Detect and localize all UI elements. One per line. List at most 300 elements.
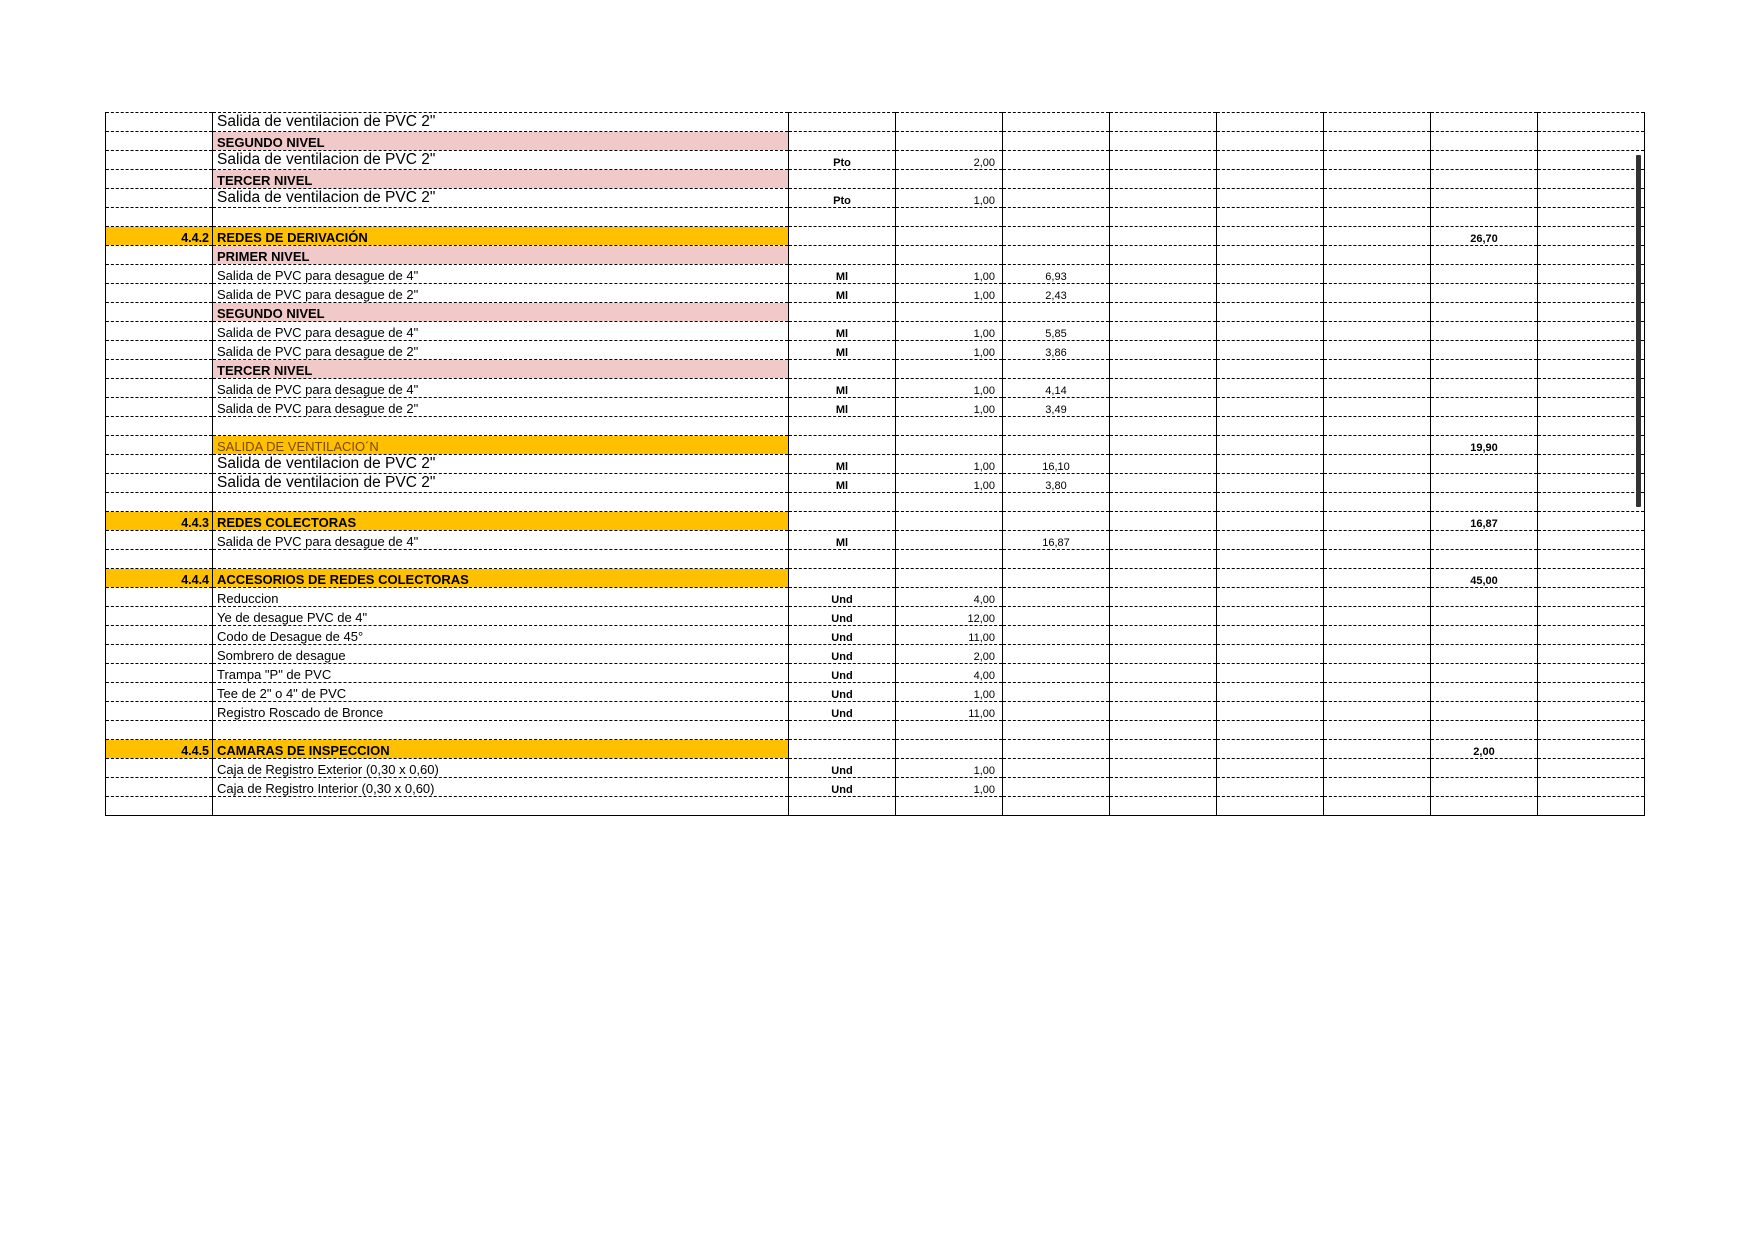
description-cell[interactable]: Caja de Registro Exterior (0,30 x 0,60) <box>213 759 789 778</box>
empty-cell[interactable] <box>1324 436 1431 455</box>
length-cell[interactable] <box>1003 778 1110 797</box>
length-cell[interactable] <box>1003 189 1110 208</box>
quantity-cell[interactable]: 1,00 <box>896 322 1003 341</box>
empty-cell[interactable] <box>1538 664 1645 683</box>
empty-cell[interactable] <box>1217 683 1324 702</box>
empty-cell[interactable] <box>1217 607 1324 626</box>
description-cell[interactable] <box>213 208 789 227</box>
unit-cell[interactable] <box>789 246 896 265</box>
quantity-cell[interactable]: 1,00 <box>896 189 1003 208</box>
unit-cell[interactable] <box>789 303 896 322</box>
empty-cell[interactable] <box>1538 683 1645 702</box>
item-code-cell[interactable] <box>106 322 213 341</box>
empty-cell[interactable] <box>1324 417 1431 436</box>
description-cell[interactable]: Salida de PVC para desague de 4" <box>213 322 789 341</box>
empty-cell[interactable] <box>1217 379 1324 398</box>
total-cell[interactable] <box>1431 759 1538 778</box>
empty-cell[interactable] <box>1217 797 1324 816</box>
length-cell[interactable] <box>1003 588 1110 607</box>
description-cell[interactable] <box>213 417 789 436</box>
quantity-cell[interactable] <box>896 170 1003 189</box>
item-code-cell[interactable] <box>106 189 213 208</box>
total-cell[interactable] <box>1431 664 1538 683</box>
item-code-cell[interactable] <box>106 113 213 132</box>
empty-cell[interactable] <box>1538 417 1645 436</box>
empty-cell[interactable] <box>1538 740 1645 759</box>
description-cell[interactable]: TERCER NIVEL <box>213 170 789 189</box>
empty-cell[interactable] <box>1217 645 1324 664</box>
empty-cell[interactable] <box>1110 607 1217 626</box>
empty-cell[interactable] <box>1110 189 1217 208</box>
total-cell[interactable]: 19,90 <box>1431 436 1538 455</box>
quantity-cell[interactable] <box>896 417 1003 436</box>
item-code-cell[interactable] <box>106 588 213 607</box>
empty-cell[interactable] <box>1110 550 1217 569</box>
empty-cell[interactable] <box>1324 626 1431 645</box>
unit-cell[interactable]: Pto <box>789 151 896 170</box>
unit-cell[interactable]: Ml <box>789 341 896 360</box>
empty-cell[interactable] <box>1538 645 1645 664</box>
total-cell[interactable]: 26,70 <box>1431 227 1538 246</box>
item-code-cell[interactable] <box>106 246 213 265</box>
quantity-cell[interactable]: 2,00 <box>896 645 1003 664</box>
quantity-cell[interactable]: 11,00 <box>896 702 1003 721</box>
empty-cell[interactable] <box>1324 493 1431 512</box>
unit-cell[interactable]: Ml <box>789 455 896 474</box>
empty-cell[interactable] <box>1324 588 1431 607</box>
unit-cell[interactable]: Und <box>789 607 896 626</box>
unit-cell[interactable] <box>789 436 896 455</box>
length-cell[interactable] <box>1003 683 1110 702</box>
length-cell[interactable]: 3,80 <box>1003 474 1110 493</box>
quantity-cell[interactable] <box>896 721 1003 740</box>
item-code-cell[interactable] <box>106 759 213 778</box>
quantity-cell[interactable] <box>896 797 1003 816</box>
description-cell[interactable]: TERCER NIVEL <box>213 360 789 379</box>
empty-cell[interactable] <box>1217 322 1324 341</box>
item-code-cell[interactable] <box>106 398 213 417</box>
description-cell[interactable]: Sombrero de desague <box>213 645 789 664</box>
unit-cell[interactable] <box>789 132 896 151</box>
unit-cell[interactable]: Ml <box>789 398 896 417</box>
item-code-cell[interactable] <box>106 170 213 189</box>
empty-cell[interactable] <box>1324 474 1431 493</box>
empty-cell[interactable] <box>1217 360 1324 379</box>
unit-cell[interactable]: Und <box>789 683 896 702</box>
empty-cell[interactable] <box>1217 132 1324 151</box>
item-code-cell[interactable] <box>106 265 213 284</box>
length-cell[interactable] <box>1003 436 1110 455</box>
empty-cell[interactable] <box>1538 189 1645 208</box>
length-cell[interactable] <box>1003 664 1110 683</box>
quantity-cell[interactable] <box>896 512 1003 531</box>
empty-cell[interactable] <box>1217 246 1324 265</box>
quantity-cell[interactable] <box>896 132 1003 151</box>
description-cell[interactable]: Salida de PVC para desague de 4" <box>213 265 789 284</box>
empty-cell[interactable] <box>1324 702 1431 721</box>
empty-cell[interactable] <box>1324 531 1431 550</box>
empty-cell[interactable] <box>1110 645 1217 664</box>
empty-cell[interactable] <box>1110 436 1217 455</box>
description-cell[interactable]: Salida de PVC para desague de 4" <box>213 531 789 550</box>
unit-cell[interactable] <box>789 360 896 379</box>
empty-cell[interactable] <box>1217 512 1324 531</box>
total-cell[interactable] <box>1431 398 1538 417</box>
quantity-cell[interactable]: 12,00 <box>896 607 1003 626</box>
description-cell[interactable]: Salida de ventilacion de PVC 2" <box>213 113 789 132</box>
length-cell[interactable]: 16,10 <box>1003 455 1110 474</box>
empty-cell[interactable] <box>1110 740 1217 759</box>
empty-cell[interactable] <box>1538 322 1645 341</box>
description-cell[interactable]: PRIMER NIVEL <box>213 246 789 265</box>
total-cell[interactable] <box>1431 531 1538 550</box>
description-cell[interactable]: REDES DE DERIVACIÓN <box>213 227 789 246</box>
empty-cell[interactable] <box>1217 626 1324 645</box>
empty-cell[interactable] <box>1538 759 1645 778</box>
length-cell[interactable]: 2,43 <box>1003 284 1110 303</box>
length-cell[interactable]: 16,87 <box>1003 531 1110 550</box>
empty-cell[interactable] <box>1324 550 1431 569</box>
length-cell[interactable] <box>1003 797 1110 816</box>
length-cell[interactable] <box>1003 645 1110 664</box>
description-cell[interactable]: Ye de desague PVC de 4" <box>213 607 789 626</box>
description-cell[interactable]: Salida de PVC para desague de 2" <box>213 284 789 303</box>
description-cell[interactable]: Salida de ventilacion de PVC 2" <box>213 189 789 208</box>
empty-cell[interactable] <box>1538 626 1645 645</box>
description-cell[interactable]: Salida de PVC para desague de 4" <box>213 379 789 398</box>
quantity-cell[interactable]: 1,00 <box>896 455 1003 474</box>
empty-cell[interactable] <box>1538 721 1645 740</box>
length-cell[interactable]: 6,93 <box>1003 265 1110 284</box>
total-cell[interactable] <box>1431 322 1538 341</box>
quantity-cell[interactable] <box>896 740 1003 759</box>
empty-cell[interactable] <box>1110 322 1217 341</box>
item-code-cell[interactable] <box>106 721 213 740</box>
empty-cell[interactable] <box>1110 132 1217 151</box>
length-cell[interactable] <box>1003 702 1110 721</box>
empty-cell[interactable] <box>1217 778 1324 797</box>
unit-cell[interactable] <box>789 550 896 569</box>
empty-cell[interactable] <box>1110 588 1217 607</box>
empty-cell[interactable] <box>1110 683 1217 702</box>
total-cell[interactable] <box>1431 588 1538 607</box>
length-cell[interactable]: 3,86 <box>1003 341 1110 360</box>
empty-cell[interactable] <box>1110 151 1217 170</box>
description-cell[interactable]: Salida de ventilacion de PVC 2" <box>213 455 789 474</box>
description-cell[interactable]: Salida de ventilacion de PVC 2" <box>213 151 789 170</box>
description-cell[interactable]: SALIDA DE VENTILACIO´N <box>213 436 789 455</box>
description-cell[interactable] <box>213 721 789 740</box>
item-code-cell[interactable]: 4.4.2 <box>106 227 213 246</box>
quantity-cell[interactable]: 2,00 <box>896 151 1003 170</box>
empty-cell[interactable] <box>1217 531 1324 550</box>
empty-cell[interactable] <box>1538 778 1645 797</box>
empty-cell[interactable] <box>1217 398 1324 417</box>
empty-cell[interactable] <box>1538 303 1645 322</box>
empty-cell[interactable] <box>1324 683 1431 702</box>
empty-cell[interactable] <box>1217 208 1324 227</box>
description-cell[interactable]: ACCESORIOS DE REDES COLECTORAS <box>213 569 789 588</box>
empty-cell[interactable] <box>1217 702 1324 721</box>
empty-cell[interactable] <box>1110 759 1217 778</box>
empty-cell[interactable] <box>1217 417 1324 436</box>
total-cell[interactable] <box>1431 455 1538 474</box>
empty-cell[interactable] <box>1538 474 1645 493</box>
quantity-cell[interactable] <box>896 436 1003 455</box>
empty-cell[interactable] <box>1110 569 1217 588</box>
quantity-cell[interactable]: 4,00 <box>896 664 1003 683</box>
total-cell[interactable] <box>1431 493 1538 512</box>
length-cell[interactable] <box>1003 227 1110 246</box>
empty-cell[interactable] <box>1110 113 1217 132</box>
length-cell[interactable] <box>1003 626 1110 645</box>
empty-cell[interactable] <box>1324 360 1431 379</box>
empty-cell[interactable] <box>1324 341 1431 360</box>
empty-cell[interactable] <box>1217 759 1324 778</box>
empty-cell[interactable] <box>1110 512 1217 531</box>
empty-cell[interactable] <box>1538 341 1645 360</box>
empty-cell[interactable] <box>1324 797 1431 816</box>
total-cell[interactable] <box>1431 208 1538 227</box>
total-cell[interactable] <box>1431 151 1538 170</box>
empty-cell[interactable] <box>1324 113 1431 132</box>
length-cell[interactable] <box>1003 550 1110 569</box>
empty-cell[interactable] <box>1538 246 1645 265</box>
quantity-cell[interactable] <box>896 208 1003 227</box>
unit-cell[interactable]: Und <box>789 702 896 721</box>
total-cell[interactable] <box>1431 645 1538 664</box>
unit-cell[interactable] <box>789 417 896 436</box>
total-cell[interactable] <box>1431 265 1538 284</box>
unit-cell[interactable] <box>789 569 896 588</box>
length-cell[interactable] <box>1003 607 1110 626</box>
empty-cell[interactable] <box>1110 721 1217 740</box>
unit-cell[interactable] <box>789 113 896 132</box>
empty-cell[interactable] <box>1538 512 1645 531</box>
item-code-cell[interactable] <box>106 341 213 360</box>
length-cell[interactable] <box>1003 740 1110 759</box>
empty-cell[interactable] <box>1324 170 1431 189</box>
unit-cell[interactable]: Und <box>789 588 896 607</box>
unit-cell[interactable]: Ml <box>789 284 896 303</box>
item-code-cell[interactable]: 4.4.3 <box>106 512 213 531</box>
total-cell[interactable] <box>1431 113 1538 132</box>
empty-cell[interactable] <box>1110 531 1217 550</box>
length-cell[interactable] <box>1003 132 1110 151</box>
quantity-cell[interactable]: 1,00 <box>896 778 1003 797</box>
total-cell[interactable] <box>1431 284 1538 303</box>
empty-cell[interactable] <box>1538 493 1645 512</box>
unit-cell[interactable]: Und <box>789 664 896 683</box>
description-cell[interactable]: Reduccion <box>213 588 789 607</box>
unit-cell[interactable]: Und <box>789 778 896 797</box>
total-cell[interactable]: 45,00 <box>1431 569 1538 588</box>
quantity-cell[interactable]: 1,00 <box>896 379 1003 398</box>
item-code-cell[interactable] <box>106 455 213 474</box>
unit-cell[interactable] <box>789 721 896 740</box>
empty-cell[interactable] <box>1324 265 1431 284</box>
item-code-cell[interactable] <box>106 284 213 303</box>
item-code-cell[interactable] <box>106 664 213 683</box>
empty-cell[interactable] <box>1110 170 1217 189</box>
quantity-cell[interactable] <box>896 227 1003 246</box>
description-cell[interactable]: Salida de PVC para desague de 2" <box>213 398 789 417</box>
description-cell[interactable]: Salida de ventilacion de PVC 2" <box>213 474 789 493</box>
empty-cell[interactable] <box>1538 569 1645 588</box>
item-code-cell[interactable] <box>106 550 213 569</box>
item-code-cell[interactable] <box>106 436 213 455</box>
empty-cell[interactable] <box>1110 379 1217 398</box>
quantity-cell[interactable]: 1,00 <box>896 683 1003 702</box>
item-code-cell[interactable] <box>106 417 213 436</box>
description-cell[interactable]: SEGUNDO NIVEL <box>213 132 789 151</box>
description-cell[interactable]: Salida de PVC para desague de 2" <box>213 341 789 360</box>
item-code-cell[interactable] <box>106 702 213 721</box>
empty-cell[interactable] <box>1324 284 1431 303</box>
empty-cell[interactable] <box>1110 341 1217 360</box>
empty-cell[interactable] <box>1110 493 1217 512</box>
length-cell[interactable] <box>1003 360 1110 379</box>
quantity-cell[interactable] <box>896 246 1003 265</box>
empty-cell[interactable] <box>1324 569 1431 588</box>
unit-cell[interactable] <box>789 740 896 759</box>
empty-cell[interactable] <box>1538 531 1645 550</box>
length-cell[interactable] <box>1003 759 1110 778</box>
empty-cell[interactable] <box>1324 227 1431 246</box>
length-cell[interactable] <box>1003 208 1110 227</box>
empty-cell[interactable] <box>1217 284 1324 303</box>
total-cell[interactable] <box>1431 550 1538 569</box>
empty-cell[interactable] <box>1538 550 1645 569</box>
empty-cell[interactable] <box>1324 132 1431 151</box>
empty-cell[interactable] <box>1217 189 1324 208</box>
item-code-cell[interactable] <box>106 778 213 797</box>
length-cell[interactable] <box>1003 493 1110 512</box>
total-cell[interactable] <box>1431 626 1538 645</box>
length-cell[interactable] <box>1003 417 1110 436</box>
empty-cell[interactable] <box>1110 208 1217 227</box>
empty-cell[interactable] <box>1217 474 1324 493</box>
empty-cell[interactable] <box>1217 721 1324 740</box>
empty-cell[interactable] <box>1324 455 1431 474</box>
empty-cell[interactable] <box>1110 455 1217 474</box>
length-cell[interactable] <box>1003 512 1110 531</box>
total-cell[interactable] <box>1431 246 1538 265</box>
total-cell[interactable] <box>1431 702 1538 721</box>
length-cell[interactable]: 5,85 <box>1003 322 1110 341</box>
total-cell[interactable]: 2,00 <box>1431 740 1538 759</box>
empty-cell[interactable] <box>1110 702 1217 721</box>
length-cell[interactable] <box>1003 721 1110 740</box>
empty-cell[interactable] <box>1110 284 1217 303</box>
description-cell[interactable] <box>213 797 789 816</box>
description-cell[interactable]: REDES COLECTORAS <box>213 512 789 531</box>
length-cell[interactable]: 4,14 <box>1003 379 1110 398</box>
empty-cell[interactable] <box>1324 778 1431 797</box>
item-code-cell[interactable] <box>106 132 213 151</box>
item-code-cell[interactable] <box>106 474 213 493</box>
unit-cell[interactable]: Und <box>789 626 896 645</box>
unit-cell[interactable]: Ml <box>789 474 896 493</box>
empty-cell[interactable] <box>1217 303 1324 322</box>
length-cell[interactable] <box>1003 170 1110 189</box>
description-cell[interactable]: Caja de Registro Interior (0,30 x 0,60) <box>213 778 789 797</box>
unit-cell[interactable] <box>789 797 896 816</box>
item-code-cell[interactable] <box>106 360 213 379</box>
total-cell[interactable]: 16,87 <box>1431 512 1538 531</box>
quantity-cell[interactable]: 1,00 <box>896 398 1003 417</box>
empty-cell[interactable] <box>1324 189 1431 208</box>
length-cell[interactable]: 3,49 <box>1003 398 1110 417</box>
empty-cell[interactable] <box>1538 360 1645 379</box>
unit-cell[interactable] <box>789 227 896 246</box>
empty-cell[interactable] <box>1110 246 1217 265</box>
quantity-cell[interactable]: 1,00 <box>896 474 1003 493</box>
empty-cell[interactable] <box>1110 265 1217 284</box>
description-cell[interactable]: CAMARAS DE INSPECCION <box>213 740 789 759</box>
unit-cell[interactable] <box>789 512 896 531</box>
empty-cell[interactable] <box>1217 170 1324 189</box>
empty-cell[interactable] <box>1217 227 1324 246</box>
empty-cell[interactable] <box>1217 550 1324 569</box>
item-code-cell[interactable] <box>106 607 213 626</box>
unit-cell[interactable]: Ml <box>789 379 896 398</box>
unit-cell[interactable]: Ml <box>789 531 896 550</box>
length-cell[interactable] <box>1003 113 1110 132</box>
description-cell[interactable]: Trampa "P" de PVC <box>213 664 789 683</box>
empty-cell[interactable] <box>1324 208 1431 227</box>
unit-cell[interactable]: Pto <box>789 189 896 208</box>
total-cell[interactable] <box>1431 132 1538 151</box>
empty-cell[interactable] <box>1110 360 1217 379</box>
empty-cell[interactable] <box>1538 607 1645 626</box>
empty-cell[interactable] <box>1324 664 1431 683</box>
description-cell[interactable] <box>213 493 789 512</box>
empty-cell[interactable] <box>1538 227 1645 246</box>
item-code-cell[interactable] <box>106 208 213 227</box>
description-cell[interactable]: SEGUNDO NIVEL <box>213 303 789 322</box>
empty-cell[interactable] <box>1324 645 1431 664</box>
total-cell[interactable] <box>1431 683 1538 702</box>
empty-cell[interactable] <box>1324 759 1431 778</box>
quantity-cell[interactable] <box>896 493 1003 512</box>
item-code-cell[interactable] <box>106 645 213 664</box>
item-code-cell[interactable] <box>106 151 213 170</box>
empty-cell[interactable] <box>1217 664 1324 683</box>
total-cell[interactable] <box>1431 778 1538 797</box>
length-cell[interactable] <box>1003 151 1110 170</box>
quantity-cell[interactable]: 4,00 <box>896 588 1003 607</box>
item-code-cell[interactable] <box>106 379 213 398</box>
empty-cell[interactable] <box>1538 797 1645 816</box>
empty-cell[interactable] <box>1538 379 1645 398</box>
empty-cell[interactable] <box>1217 151 1324 170</box>
quantity-cell[interactable] <box>896 569 1003 588</box>
empty-cell[interactable] <box>1324 322 1431 341</box>
empty-cell[interactable] <box>1110 474 1217 493</box>
empty-cell[interactable] <box>1324 246 1431 265</box>
quantity-cell[interactable] <box>896 531 1003 550</box>
empty-cell[interactable] <box>1110 227 1217 246</box>
total-cell[interactable] <box>1431 341 1538 360</box>
empty-cell[interactable] <box>1538 455 1645 474</box>
empty-cell[interactable] <box>1324 721 1431 740</box>
item-code-cell[interactable] <box>106 797 213 816</box>
empty-cell[interactable] <box>1538 702 1645 721</box>
quantity-cell[interactable]: 1,00 <box>896 341 1003 360</box>
empty-cell[interactable] <box>1324 607 1431 626</box>
empty-cell[interactable] <box>1110 398 1217 417</box>
